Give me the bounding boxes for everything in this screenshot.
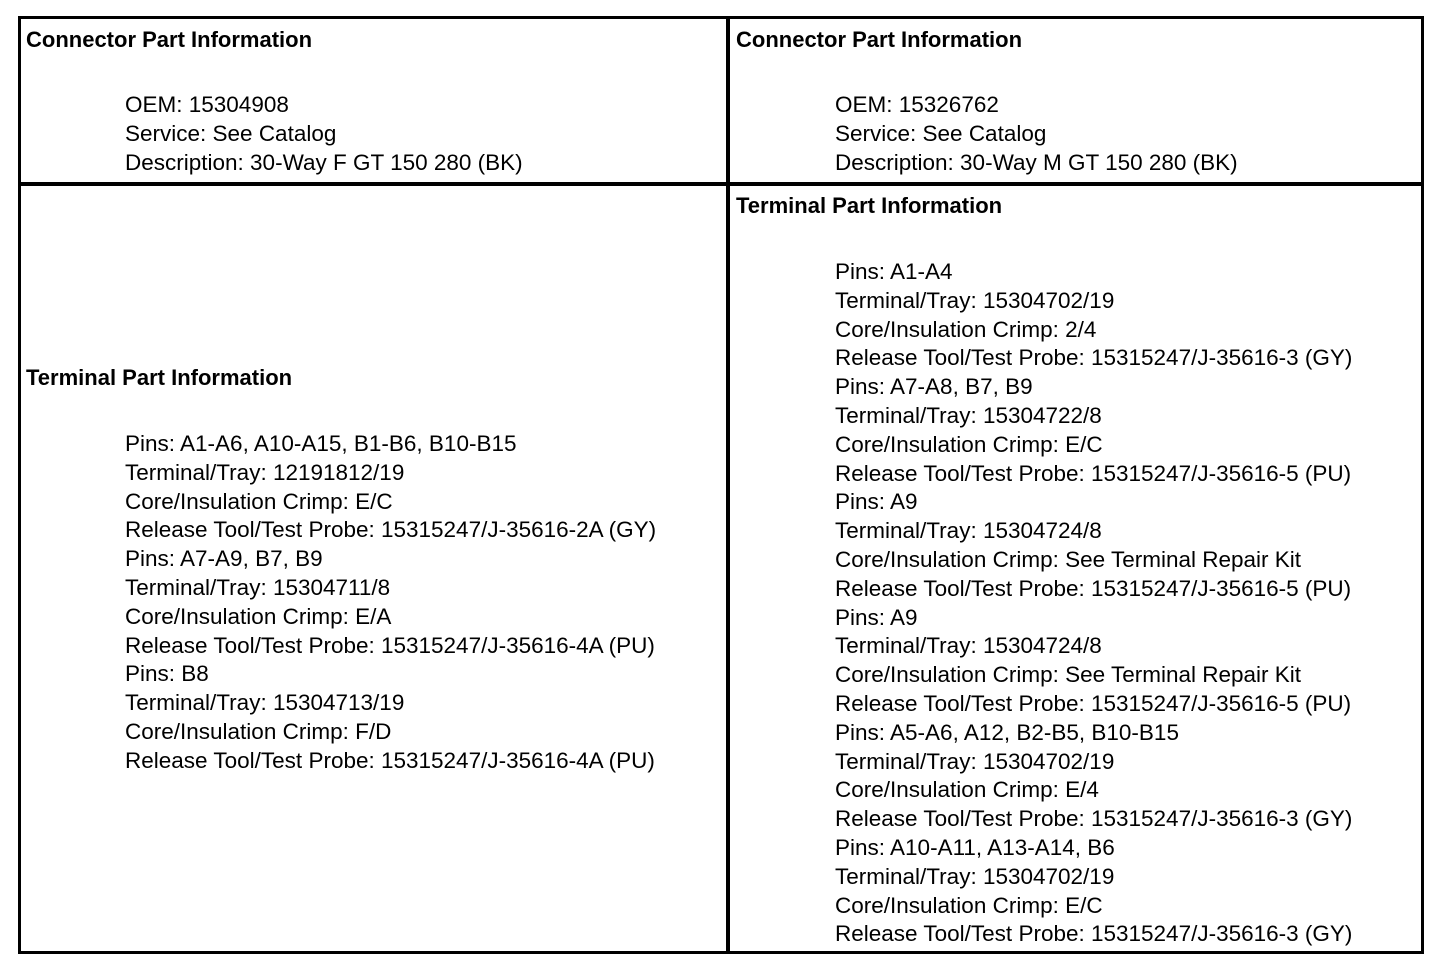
right-connector-line: Service: See Catalog xyxy=(835,120,1047,146)
right-terminal-line: Pins: A7-A8, B7, B9 xyxy=(835,374,1033,400)
right-terminal-heading: Terminal Part Information xyxy=(736,193,1003,218)
left-terminal-line: Pins: A1-A6, A10-A15, B1-B6, B10-B15 xyxy=(125,431,517,456)
row-divider-right xyxy=(728,182,1424,186)
left-terminal-line: Core/Insulation Crimp: F/D xyxy=(125,718,392,744)
right-terminal-line: Pins: A10-A11, A13-A14, B6 xyxy=(835,834,1115,860)
left-connector-heading: Connector Part Information xyxy=(26,27,313,52)
column-divider xyxy=(726,16,730,954)
left-terminal-heading: Terminal Part Information xyxy=(26,365,293,390)
left-terminal-line: Terminal/Tray: 15304713/19 xyxy=(125,690,405,716)
left-connector-lines xyxy=(125,91,523,177)
right-terminal-line: Terminal/Tray: 15304702/19 xyxy=(835,287,1115,313)
right-terminal-line: Pins: A9 xyxy=(835,604,918,630)
left-terminal-line: Release Tool/Test Probe: 15315247/J-35616-4A (PU) xyxy=(125,632,655,658)
right-terminal-line: Release Tool/Test Probe: 15315247/J-35616-3 (GY) xyxy=(835,921,1353,947)
right-connector-lines xyxy=(835,91,1238,177)
left-terminal-line: Terminal/Tray: 15304711/8 xyxy=(125,574,391,600)
right-connector-line: Description: 30-Way M GT 150 280 (BK) xyxy=(835,149,1238,175)
right-terminal-line: Pins: A1-A4 xyxy=(835,259,953,284)
right-terminal-line: Terminal/Tray: 15304724/8 xyxy=(835,518,1102,544)
right-terminal-line: Release Tool/Test Probe: 15315247/J-35616-3 (GY) xyxy=(835,806,1353,832)
right-terminal-line: Core/Insulation Crimp: E/C xyxy=(835,892,1103,918)
left-terminal-line: Terminal/Tray: 12191812/19 xyxy=(125,459,405,485)
left-terminal-line: Release Tool/Test Probe: 15315247/J-35616-2A (GY) xyxy=(125,517,657,543)
right-terminal-line: Core/Insulation Crimp: See Terminal Repair Kit xyxy=(835,546,1302,572)
right-terminal-line: Core/Insulation Crimp: E/C xyxy=(835,431,1103,457)
right-terminal-line: Core/Insulation Crimp: 2/4 xyxy=(835,316,1097,342)
right-connector-heading: Connector Part Information xyxy=(736,27,1023,52)
right-terminal-line: Release Tool/Test Probe: 15315247/J-35616-5 (PU) xyxy=(835,460,1352,486)
left-terminal-line: Pins: A7-A9, B7, B9 xyxy=(125,546,323,572)
right-terminal-line: Release Tool/Test Probe: 15315247/J-35616-3 (GY) xyxy=(835,345,1353,371)
right-connector-line: OEM: 15326762 xyxy=(835,92,999,117)
left-terminal-line: Core/Insulation Crimp: E/C xyxy=(125,488,393,514)
left-terminal-line: Release Tool/Test Probe: 15315247/J-35616-4A (PU) xyxy=(125,747,655,773)
row-divider-left xyxy=(18,182,728,186)
right-terminal-line: Core/Insulation Crimp: E/4 xyxy=(835,777,1099,803)
left-connector-line: OEM: 15304908 xyxy=(125,92,289,117)
left-terminal-line: Pins: B8 xyxy=(125,661,209,687)
right-terminal-line: Release Tool/Test Probe: 15315247/J-35616-5 (PU) xyxy=(835,690,1352,716)
right-terminal-line: Release Tool/Test Probe: 15315247/J-35616-5 (PU) xyxy=(835,575,1352,601)
right-terminal-line: Pins: A9 xyxy=(835,489,918,515)
right-terminal-lines xyxy=(835,258,1352,949)
left-terminal-line: Core/Insulation Crimp: E/A xyxy=(125,603,392,629)
right-terminal-line: Terminal/Tray: 15304702/19 xyxy=(835,748,1115,774)
right-terminal-line: Terminal/Tray: 15304722/8 xyxy=(835,402,1102,428)
left-connector-line: Description: 30-Way F GT 150 280 (BK) xyxy=(125,149,523,175)
right-terminal-line: Terminal/Tray: 15304702/19 xyxy=(835,863,1115,889)
right-terminal-line: Pins: A5-A6, A12, B2-B5, B10-B15 xyxy=(835,719,1179,745)
left-terminal-lines xyxy=(125,430,656,776)
left-connector-line: Service: See Catalog xyxy=(125,120,337,146)
right-terminal-line: Terminal/Tray: 15304724/8 xyxy=(835,633,1102,659)
right-terminal-line: Core/Insulation Crimp: See Terminal Repair Kit xyxy=(835,662,1302,688)
